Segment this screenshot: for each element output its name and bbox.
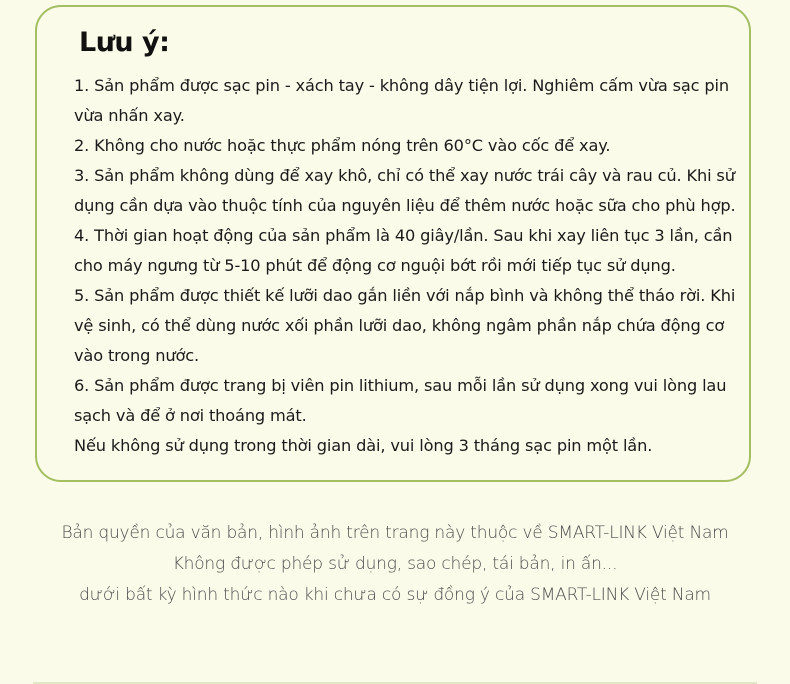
- note-card: [35, 5, 751, 482]
- copyright-notice: [0, 518, 790, 611]
- note-item-3: 3. Sản phẩm không dùng để xay khô, chỉ có thể xay nước trái cây và rau củ. Khi sử dụng cần dựa vào thuộc tính của nguyên liệu để thêm nước hoặc sữa cho phù hợp.: [74, 166, 736, 215]
- copyright-line-1: Bản quyền của văn bản, hình ảnh trên trang này thuộc về SMART-LINK Việt Nam: [61, 523, 729, 543]
- note-item-5: 5. Sản phẩm được thiết kế lưỡi dao gắn liền với nắp bình và không thể tháo rời. Khi vệ sinh, có thể dùng nước xối phần lưỡi dao, không ngâm phần nắp chứa động cơ vào trong nước.: [74, 286, 736, 365]
- copyright-line-3: dưới bất kỳ hình thức nào khi chưa có sự đồng ý của SMART-LINK Việt Nam: [79, 585, 711, 605]
- note-item-4: 4. Thời gian hoạt động của sản phẩm là 40 giây/lần. Sau khi xay liên tục 3 lần, cần cho máy ngưng từ 5-10 phút để động cơ nguội bớt rồi mới tiếp tục sử dụng.: [74, 226, 733, 275]
- note-item-7: Nếu không sử dụng trong thời gian dài, vui lòng 3 tháng sạc pin một lần.: [74, 436, 653, 455]
- note-list: [74, 71, 744, 461]
- copyright-line-2: Không được phép sử dụng, sao chép, tái bản, in ấn...: [172, 554, 618, 574]
- note-title: Lưu ý:: [79, 27, 170, 58]
- note-item-1: 1. Sản phẩm được sạc pin - xách tay - không dây tiện lợi. Nghiêm cấm vừa sạc pin vừa nhấn xay.: [74, 76, 730, 125]
- note-item-2: 2. Không cho nước hoặc thực phẩm nóng trên 60°C vào cốc để xay.: [74, 136, 611, 155]
- note-item-6: 6. Sản phẩm được trang bị viên pin lithium, sau mỗi lần sử dụng xong vui lòng lau sạch và để ở nơi thoáng mát.: [74, 376, 727, 425]
